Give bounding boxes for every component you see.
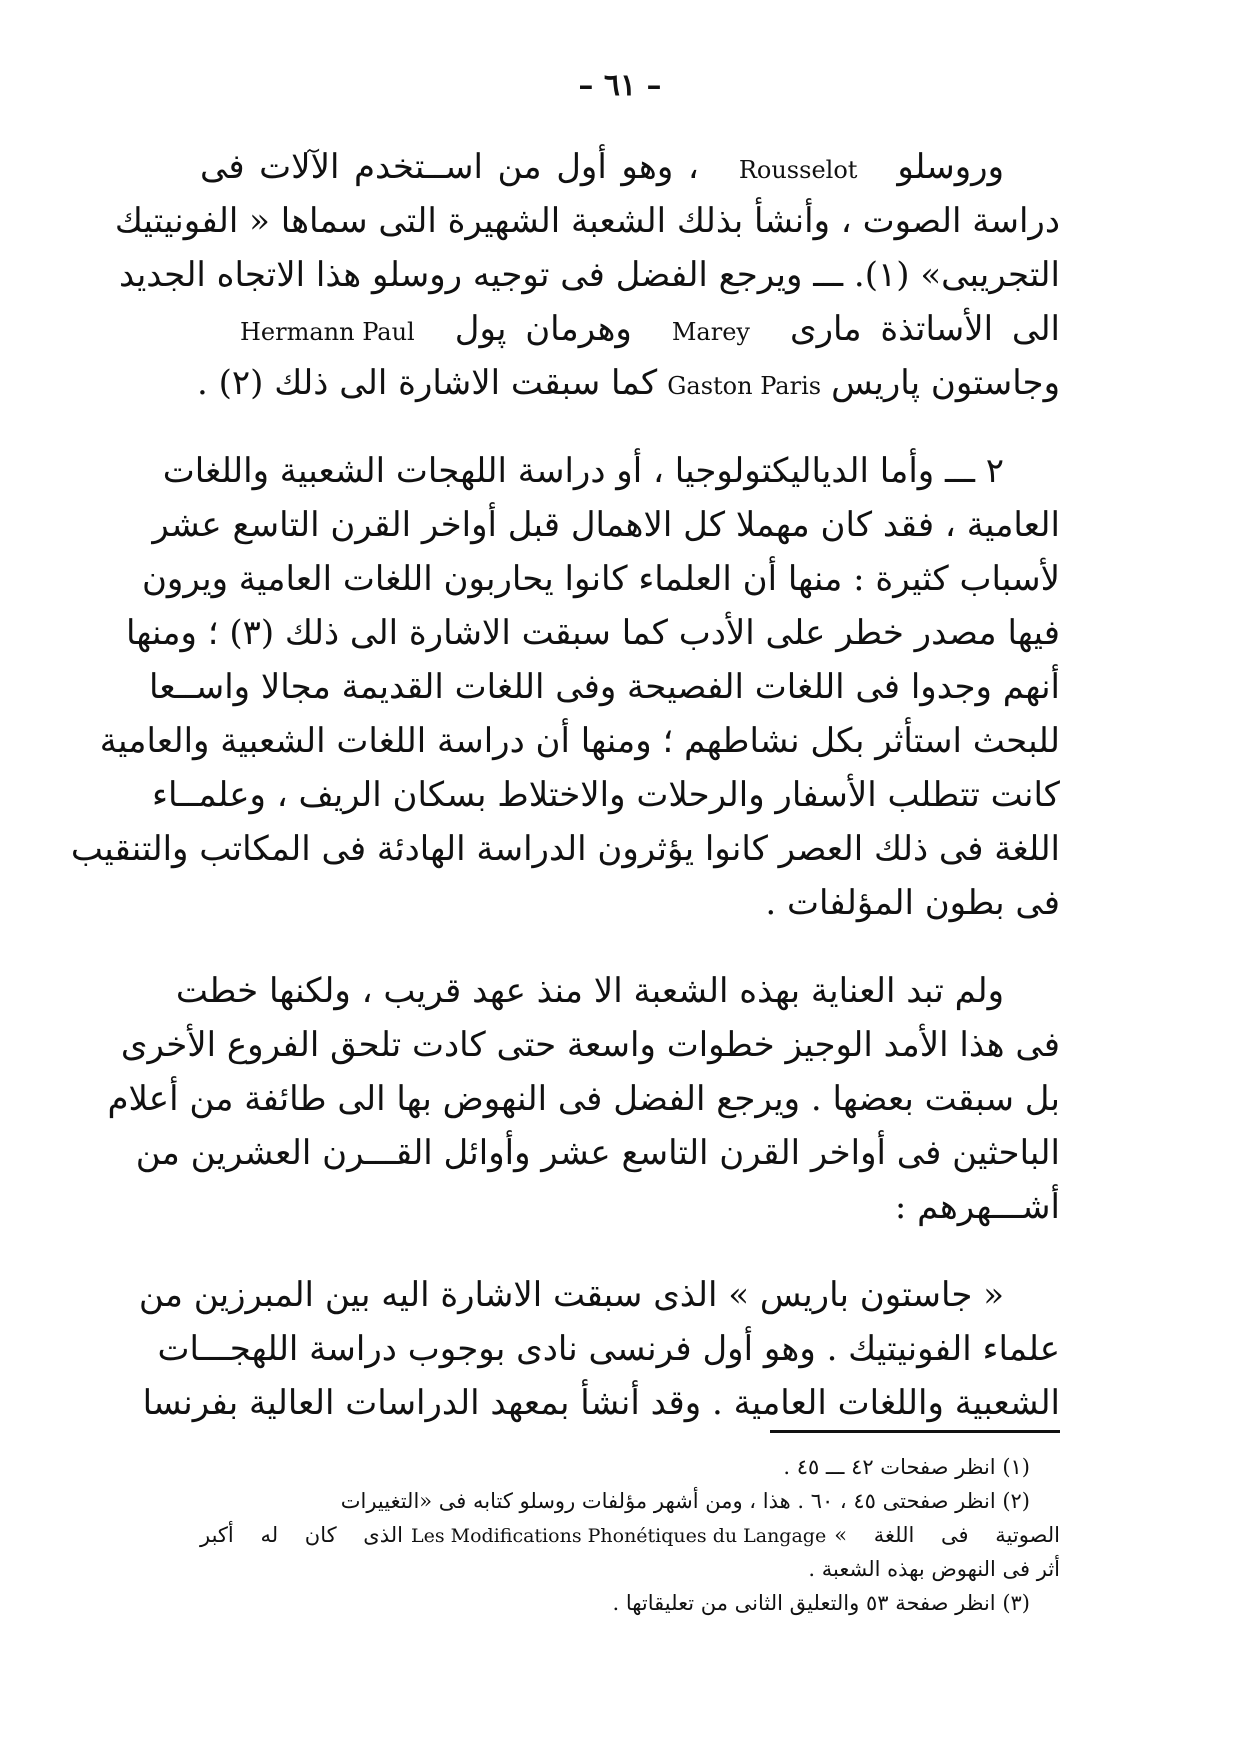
footnote-3: (٣) انظر صفحة ٥٣ والتعليق الثانى من تعليقاتها . bbox=[612, 1591, 1030, 1615]
footnote-1: (١) انظر صفحات ٤٢ ـــ ٤٥ . bbox=[783, 1455, 1030, 1479]
text-line: بل سبقت بعضها . ويرجع الفضل فى النهوض بها الى طائفة من أعلام bbox=[107, 1079, 1060, 1119]
text-line: اللغة فى ذلك العصر كانوا يؤثرون الدراسة الهادئة فى المكاتب والتنقيب bbox=[70, 829, 1060, 869]
page-number: – ٦١ – bbox=[578, 68, 662, 103]
text-line: وروسلوRousselot، وهو أول من اســتخدم الآلات فى bbox=[200, 140, 1060, 194]
latin-term: Hermann Paul bbox=[240, 318, 415, 346]
latin-title: Les Modifications Phonétiques du Langage bbox=[411, 1525, 827, 1547]
text-line: فى هذا الأمد الوجيز خطوات واسعة حتى كادت تلحق الفروع الأخرى bbox=[120, 1025, 1060, 1065]
text-line: للبحث استأثر بكل نشاطهم ؛ ومنها أن دراسة اللغات الشعبية والعامية bbox=[99, 721, 1060, 761]
text-line: التجريبى» (١). ـــ ويرجع الفضل فى توجيه روسلو هذا الاتجاه الجديد bbox=[118, 255, 1060, 295]
text-line: فى بطون المؤلفات . bbox=[765, 883, 1060, 923]
text-line: « جاستون باريس » الذى سبقت الاشارة اليه بين المبرزين من bbox=[138, 1275, 1004, 1315]
footnote-2-end: أثر فى النهوض بهذه الشعبة . bbox=[808, 1557, 1060, 1581]
footnote-2: (٢) انظر صفحتى ٤٥ ، ٦٠ . هذا ، ومن أشهر مؤلفات روسلو كتابه فى «التغييرات bbox=[340, 1489, 1030, 1513]
text-line: وجاستون پاريسGaston Parisكما سبقت الاشارة الى ذلك (٢) . bbox=[200, 356, 1060, 410]
latin-term: Rousselot bbox=[738, 156, 858, 184]
paragraph-1 bbox=[114, 140, 1061, 410]
paragraph-2 bbox=[70, 444, 1060, 930]
text-line: فيها مصدر خطر على الأدب كما سبقت الاشارة الى ذلك (٣) ؛ ومنها bbox=[125, 613, 1060, 653]
latin-term: Marey bbox=[671, 318, 750, 346]
footnotes bbox=[200, 1450, 1060, 1620]
text-line: أنهم وجدوا فى اللغات الفصيحة وفى اللغات القديمة مجالا واســعا bbox=[149, 667, 1060, 707]
text-line: ولم تبد العناية بهذه الشعبة الا منذ عهد قريب ، ولكنها خطت bbox=[175, 971, 1004, 1011]
text-line: علماء الفونيتيك . وهو أول فرنسى نادى بوجوب دراسة اللهجـــات bbox=[157, 1329, 1060, 1369]
text-line: ٢ ـــ وأما الدياليكتولوجيا ، أو دراسة اللهجات الشعبية واللغات bbox=[162, 451, 1004, 491]
text-line: الشعبية واللغات العامية . وقد أنشأ بمعهد الدراسات العالية بفرنسا bbox=[142, 1383, 1060, 1423]
text-line: الباحثين فى أواخر القرن التاسع عشر وأوائل القـــرن العشرين من bbox=[135, 1133, 1060, 1173]
text-line: كانت تتطلب الأسفار والرحلات والاختلاط بسكان الريف ، وعلمــاء bbox=[152, 775, 1060, 815]
latin-term: Gaston Paris bbox=[667, 372, 822, 400]
text-line: دراسة الصوت ، وأنشأ بذلك الشعبة الشهيرة التى سماها « الفونيتيك bbox=[114, 201, 1060, 241]
body-text bbox=[70, 140, 1061, 1430]
footnote-2-continued: الصوتية فى اللغة »Les Modifications Phonétiques du Langageالذى كان له أكبر bbox=[200, 1518, 1060, 1552]
footnote-divider bbox=[770, 1430, 1060, 1433]
paragraph-4 bbox=[138, 1268, 1060, 1430]
text-line: أشـــهرهم : bbox=[894, 1187, 1060, 1227]
text-line: الى الأساتذة مارىMareyوهرمان پولHermann Paul bbox=[200, 302, 1060, 356]
text-line: لأسباب كثيرة : منها أن العلماء كانوا يحاربون اللغات العامية ويرون bbox=[141, 559, 1060, 599]
text-line: العامية ، فقد كان مهملا كل الاهمال قبل أواخر القرن التاسع عشر bbox=[152, 505, 1060, 545]
paragraph-3 bbox=[107, 964, 1060, 1234]
